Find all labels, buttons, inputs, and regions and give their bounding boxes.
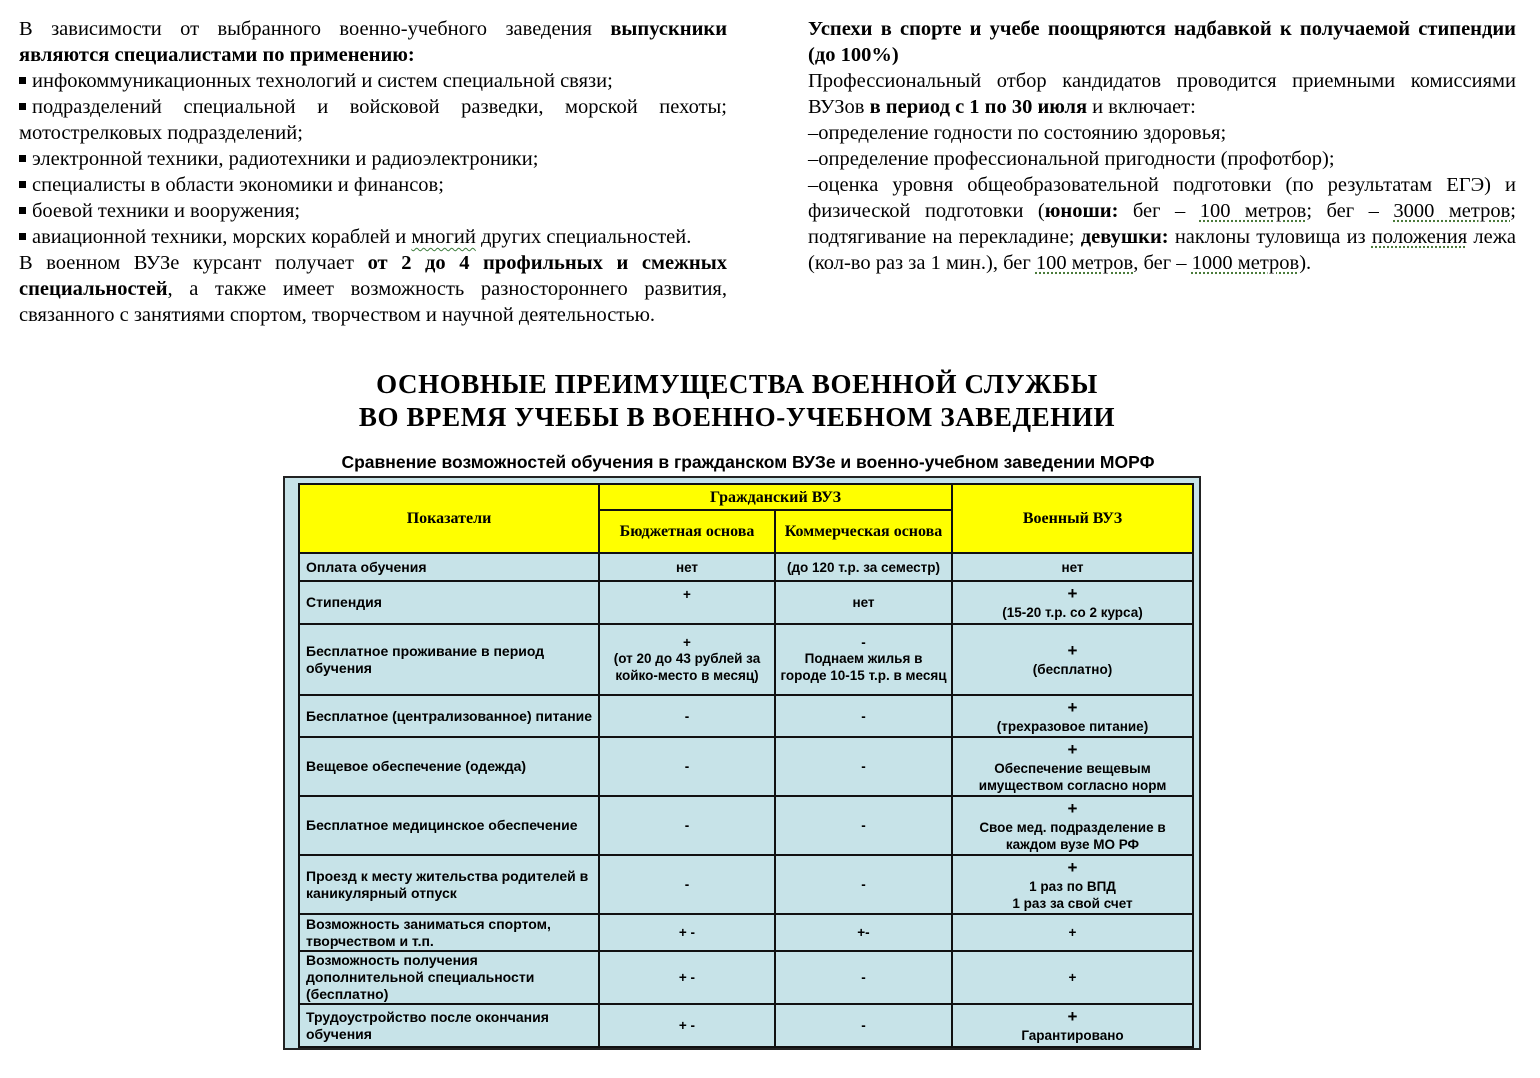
plus-symbol: + bbox=[683, 634, 691, 650]
cell-note: 1 раз за свой счет bbox=[1012, 895, 1133, 911]
criteria-text: –оценка уровня общеобразовательной подготовки (по результатам ЕГЭ) и физической подготовки ( bbox=[808, 174, 1516, 222]
cell-note: (15-20 т.р. со 2 курса) bbox=[1002, 605, 1143, 620]
bullet-text: боевой техники и вооружения; bbox=[32, 200, 301, 222]
plus-symbol: + bbox=[1067, 798, 1078, 818]
list-item bbox=[19, 224, 727, 250]
selection-period: в период с 1 по 30 июля bbox=[869, 96, 1088, 118]
para2-bold: от 2 до 4 профильных и смежных специальностей bbox=[19, 252, 727, 300]
right-paragraph-1 bbox=[808, 16, 1516, 68]
right-paragraph-2 bbox=[808, 68, 1516, 120]
left-column bbox=[19, 16, 727, 328]
cell-budget: - bbox=[599, 796, 775, 855]
cell-budget: - bbox=[599, 855, 775, 914]
cell-commercial: - bbox=[775, 796, 952, 855]
square-bullet-icon bbox=[19, 77, 26, 84]
table-row bbox=[299, 695, 1193, 737]
cell-budget: - bbox=[599, 695, 775, 737]
row-label: Бесплатное (централизованное) питание bbox=[299, 695, 599, 737]
cell-note: Гарантировано bbox=[1021, 1028, 1124, 1043]
table-row bbox=[299, 796, 1193, 855]
distance-text: 100 метров bbox=[1035, 252, 1134, 274]
selection-text: Профессиональный отбор кандидатов проводится приемными комиссиями ВУЗов bbox=[808, 70, 1516, 118]
cell-budget: нет bbox=[599, 553, 775, 581]
cell-commercial: - bbox=[775, 1004, 952, 1047]
row-label: Проезд к месту жительства родителей в каникулярный отпуск bbox=[299, 855, 599, 914]
cell-commercial: - bbox=[775, 737, 952, 796]
cell-military bbox=[952, 695, 1193, 737]
boys-label: юноши: bbox=[1044, 200, 1119, 222]
row-label: Оплата обучения bbox=[299, 553, 599, 581]
cell-commercial: (до 120 т.р. за семестр) bbox=[775, 553, 952, 581]
criteria-text: , бег – bbox=[1133, 252, 1192, 274]
row-label: Вещевое обеспечение (одежда) bbox=[299, 737, 599, 796]
row-label: Трудоустройство после окончания обучения bbox=[299, 1004, 599, 1047]
left-intro-plain: В зависимости от выбранного военно-учебного заведения bbox=[19, 18, 592, 40]
plus-symbol: + bbox=[1067, 641, 1078, 660]
bullet-text: авиационной техники, морских кораблей и bbox=[32, 226, 412, 248]
sport-bonus-text: Успехи в спорте и учебе поощряются надбавкой к получаемой стипендии (до 100%) bbox=[808, 18, 1516, 66]
cell-military bbox=[952, 581, 1193, 624]
header-civil: Гражданский ВУЗ bbox=[599, 484, 952, 510]
minus-symbol: - bbox=[861, 634, 866, 650]
table-row bbox=[299, 737, 1193, 796]
header-commercial: Коммерческая основа bbox=[775, 510, 952, 553]
table-row bbox=[299, 951, 1193, 1004]
cell-note: Поднаем жилья в городе 10-15 т.р. в месяц bbox=[780, 650, 947, 683]
title-line-2: ВО ВРЕМЯ УЧЕБЫ В ВОЕННО-УЧЕБНОМ ЗАВЕДЕНИИ bbox=[358, 402, 1116, 432]
list-item bbox=[808, 120, 1516, 146]
bullet-text: инфокоммуникационных технологий и систем специальной связи; bbox=[32, 70, 613, 92]
criteria-text: ). bbox=[1299, 252, 1312, 274]
table-row bbox=[299, 624, 1193, 695]
list-item bbox=[19, 68, 727, 94]
cell-budget: - bbox=[599, 737, 775, 796]
para2-end: , а также имеет возможность разностороннего развития, связанного с занятиями спортом, творчеством и научной деятельностью. bbox=[19, 278, 727, 326]
table-row bbox=[299, 1004, 1193, 1047]
cell-military bbox=[952, 1004, 1193, 1047]
cell-commercial: - bbox=[775, 695, 952, 737]
criteria-text: –определение профессиональной пригодности (профотбор); bbox=[808, 148, 1335, 170]
criteria-text: ; бег – bbox=[1306, 200, 1394, 222]
criteria-text: лежа (кол-во раз за 1 мин.), бег bbox=[808, 226, 1516, 274]
list-item bbox=[808, 146, 1516, 172]
square-bullet-icon bbox=[19, 103, 26, 110]
cell-note: Свое мед. подразделение в каждом вузе МО РФ bbox=[979, 819, 1166, 852]
left-intro bbox=[19, 16, 727, 68]
table-header-row bbox=[299, 484, 1193, 510]
criteria-text: бег – bbox=[1118, 200, 1200, 222]
list-item bbox=[19, 146, 727, 172]
distance-text: 1000 метров bbox=[1191, 252, 1300, 274]
cell-military: нет bbox=[952, 553, 1193, 581]
cell-note: (трехразовое питание) bbox=[996, 718, 1149, 734]
plus-symbol: + bbox=[1067, 1007, 1078, 1026]
header-military: Военный ВУЗ bbox=[952, 484, 1193, 553]
position-text: положения bbox=[1371, 226, 1468, 248]
left-intro-bold: выпускники являются специалистами по применению: bbox=[19, 18, 728, 66]
cell-budget: + bbox=[599, 581, 775, 624]
header-indicators: Показатели bbox=[299, 484, 599, 553]
table-row bbox=[299, 914, 1193, 951]
left-paragraph-2 bbox=[19, 250, 727, 328]
cell-military bbox=[952, 796, 1193, 855]
criteria-text: ; подтягивание на перекладине; bbox=[808, 200, 1516, 248]
table-row bbox=[299, 855, 1193, 914]
title-line-1: ОСНОВНЫЕ ПРЕИМУЩЕСТВА ВОЕННОЙ СЛУЖБЫ bbox=[376, 369, 1098, 399]
list-item bbox=[808, 172, 1516, 276]
cell-budget: + - bbox=[599, 1004, 775, 1047]
distance-text: 100 метров bbox=[1199, 200, 1307, 222]
cell-commercial bbox=[775, 624, 952, 695]
selection-text-end: и включает: bbox=[1087, 96, 1196, 118]
bullet-text: подразделений специальной и войсковой разведки, морской пехоты; мотострелковых подразделений; bbox=[19, 96, 727, 144]
spellcheck-word: многий bbox=[411, 226, 476, 248]
header-budget: Бюджетная основа bbox=[599, 510, 775, 553]
list-item bbox=[19, 198, 727, 224]
square-bullet-icon bbox=[19, 233, 26, 240]
row-label: Бесплатное медицинское обеспечение bbox=[299, 796, 599, 855]
cell-note: 1 раз по ВПД bbox=[1029, 878, 1116, 894]
page-title bbox=[0, 368, 1474, 434]
bullet-text: электронной техники, радиотехники и радиоэлектроники; bbox=[32, 148, 539, 170]
square-bullet-icon bbox=[19, 181, 26, 188]
cell-commercial: - bbox=[775, 855, 952, 914]
cell-note: Обеспечение вещевым имуществом согласно норм bbox=[978, 760, 1167, 793]
cell-budget: + - bbox=[599, 951, 775, 1004]
plus-symbol: + bbox=[1067, 584, 1078, 603]
plus-symbol: + bbox=[1067, 857, 1078, 877]
comparison-table bbox=[298, 483, 1194, 1048]
distance-text: 3000 метров bbox=[1393, 200, 1511, 222]
cell-note: (бесплатно) bbox=[1032, 662, 1113, 677]
cell-commercial: - bbox=[775, 951, 952, 1004]
cell-military: + bbox=[952, 951, 1193, 1004]
square-bullet-icon bbox=[19, 155, 26, 162]
criteria-text: –определение годности по состоянию здоровья; bbox=[808, 122, 1227, 144]
para2-plain: В военном ВУЗе курсант получает bbox=[19, 252, 368, 274]
bullet-text-end: других специальностей. bbox=[475, 226, 692, 248]
row-label: Возможность заниматься спортом, творчеством и т.п. bbox=[299, 914, 599, 951]
cell-commercial: +- bbox=[775, 914, 952, 951]
table-row bbox=[299, 553, 1193, 581]
criteria-text: наклоны туловища из bbox=[1168, 226, 1372, 248]
table-row bbox=[299, 581, 1193, 624]
square-bullet-icon bbox=[19, 207, 26, 214]
list-item bbox=[19, 172, 727, 198]
cell-commercial: нет bbox=[775, 581, 952, 624]
right-column bbox=[808, 16, 1516, 276]
cell-note: (от 20 до 43 рублей за койко-место в месяц) bbox=[613, 650, 761, 683]
cell-military bbox=[952, 737, 1193, 796]
cell-military: + bbox=[952, 914, 1193, 951]
list-item bbox=[19, 94, 727, 146]
row-label: Возможность получения дополнительной специальности (бесплатно) bbox=[299, 951, 599, 1004]
table-caption: Сравнение возможностей обучения в гражданском ВУЗе и военно-учебном заведении МОРФ bbox=[341, 452, 1155, 472]
plus-symbol: + bbox=[1067, 739, 1078, 759]
cell-military bbox=[952, 624, 1193, 695]
bullet-text: специалисты в области экономики и финансов; bbox=[32, 174, 444, 196]
cell-military bbox=[952, 855, 1193, 914]
row-label: Бесплатное проживание в период обучения bbox=[299, 624, 599, 695]
cell-budget bbox=[599, 624, 775, 695]
girls-label: девушки: bbox=[1080, 226, 1169, 248]
row-label: Стипендия bbox=[299, 581, 599, 624]
cell-budget: + - bbox=[599, 914, 775, 951]
plus-symbol: + bbox=[1067, 697, 1078, 717]
